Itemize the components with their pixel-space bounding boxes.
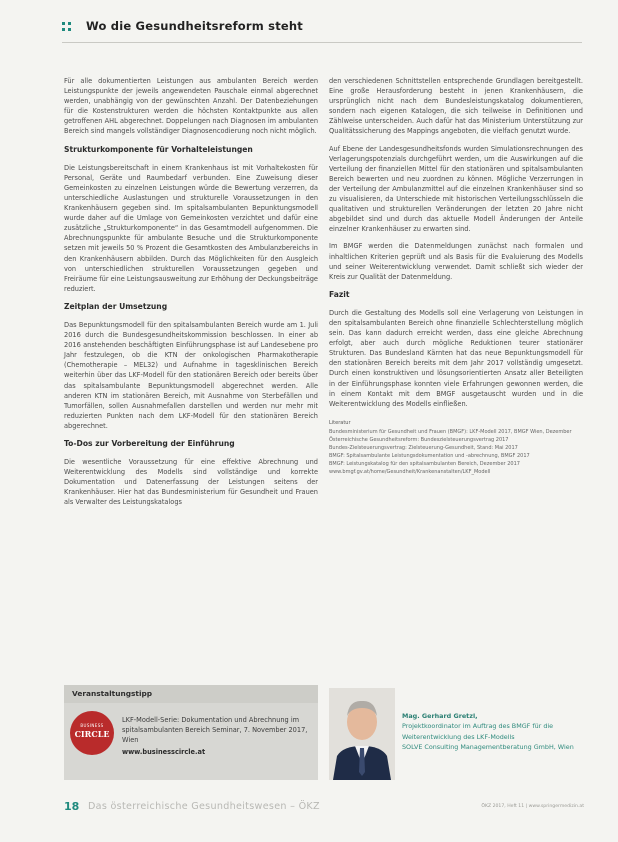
logo-top-text: BUSINESS — [80, 723, 104, 728]
event-tip-title: Veranstaltungstipp — [64, 685, 318, 703]
paragraph-fazit: Durch die Gestaltung des Modells soll eine Verlagerung von Leistungen in den spitalsambulanten Bereich ohne finanzielle Schlechterstellung möglich sein. Das kann dadurch erreicht werden, dass eine gleiche Abrechnung erfolgt, aber auch durch mögliche Reduktionen teurer stationärer Strukturen. Das Bundesland Kärnten hat das neue Bepunktungsmodell für den stationären Bereich bereits mit dem Jahr 2017 vollständig umgesetzt. Durch einen konstruktiven und lösungsorientierten Ansatz aller Beteiligten in der Einführungsphase konnten viele Erfahrungen gewonnen werden, die in einem Kontakt mit dem BMGF ausgetauscht wurden und in die Weiterentwicklung des Modells einfließen. — [329, 308, 583, 408]
author-photo — [329, 688, 395, 780]
event-tip-text — [122, 715, 308, 757]
intro-paragraph: Für alle dokumentierten Leistungen aus ambulanten Bereich werden Leistungspunkte der jeweils angewendeten Pauschale einmal abgerechnet werden, unabhängig von der gewünschten Anzahl. Der Datenbeziehungen für die Kostenstrukturen werden die höchsten Kontaktpunkte aus allen getroffenen AHL abgerechnet. Doppelungen nach Diagnosen im ambulanten Bereich sind mangels vollständiger Diagnosencodierung noch nicht möglich. — [64, 77, 318, 136]
footnote-item: Österreichische Gesundheitsreform: Bundeszielsteuerungsvertrag 2017 — [329, 436, 509, 443]
footnotes — [329, 419, 583, 476]
author-bio — [402, 711, 592, 753]
page-header — [62, 10, 582, 46]
paragraph-simulation: Auf Ebene der Landesgesundheitsfonds wurden Simulationsrechnungen des Verlagerungspotenzials durchgeführt werden, um die Auswirkungen auf die Verteilung der finanziellen Mittel für den stationären und spitalsambulanten Bereich bewerten und neu zuordnen zu können. Mögliche Verzerrungen in der Verteilung der Ambulanzmittel auf die einzelnen Krankenhäuser sind so zu visualisieren, da Unterschiede mit historischen Verteilungsschlüsseln die qualitativen und strukturellen Veränderungen der letzten 20 Jahre nicht abgebildet sind und durch das aktuelle Modell Änderungen der Anteile einzelner Krankenhäuser zu erwarten sind. — [329, 144, 583, 234]
portrait-image — [329, 688, 395, 780]
left-column — [64, 76, 318, 515]
footnote-link[interactable]: www.bmgf.gv.at/home/Gesundheit/Krankenanstalten/LKF_Modell — [329, 468, 491, 475]
event-tip-box — [64, 685, 318, 780]
footnote-item: Bundesministerium für Gesundheit und Frauen (BMGF): LKF-Modell 2017, BMGF Wien, Dezember — [329, 428, 572, 435]
heading-fazit: Fazit — [329, 289, 350, 299]
author-role: Projektkoordinator im Auftrag des BMGF für die Weiterentwicklung des LKF-Modells — [402, 722, 554, 741]
header-divider — [62, 42, 582, 43]
event-description: LKF-Modell-Serie: Dokumentation und Abrechnung im spitalsambulanten Bereich Seminar, 7. November 2017, Wien — [122, 716, 308, 744]
paragraph-strukturkomponente: Die Leistungsbereitschaft in einem Krankenhaus ist mit Vorhaltekosten für Personal, Geräte und Raumbedarf verbunden. Eine Zuweisung dieser Gemeinkosten zu einzelnen Leistungen würde die Bewertung verzerren, da unterschiedliche Auslastungen und strukturelle Voraussetzungen in den Krankenhäusern gegeben sind. Im spitalsambulanten Bepunktungsmodell wurde daher auf die Umlage von Gemeinkosten verzichtet und dafür eine zusätzliche „Strukturkomponente“ in das Gesamtmodell aufgenommen. Die Abrechnungspunkte für ambulante Besuche und die Strukturkomponente setzen mit jeweils 50 % Prozent die Gesamtkosten des Ambulanzbereichs in den Krankenhäusern abbilden. Durch das Möglichkeiten für den Ausgleich von unterschiedlichen strukturellen Voraussetzungen gegeben und Freiräume für eine Leistungsausweitung zur Erhöhung der Deckungsbeiträge reduziert. — [64, 163, 318, 293]
publication-meta: ÖKZ 2017, Heft 11 | www.springermedizin.at — [481, 804, 584, 809]
footnote-item: Bundes-Zielsteuerungsvertrag: Zielsteuerung-Gesundheit, Stand: Mai 2017 — [329, 444, 518, 451]
logo-main-text: CIRCLE — [74, 729, 110, 739]
right-column — [329, 76, 583, 476]
publication-title: Das österreichische Gesundheitswesen – ÖKZ — [88, 801, 320, 812]
footnotes-title: Literatur — [329, 419, 351, 426]
author-name: Mag. Gerhard Gretzl, — [402, 712, 478, 720]
intro-paragraph-right: den verschiedenen Schnittstellen entsprechende Grundlagen bereitgestellt. Eine große Herausforderung besteht in jenen Krankenhäusern, die ursprünglich nicht nach dem Bundesleistungskatalog dokumentieren, sondern nach eigenen Katalogen, die sich teilweise in Definitionen und Zählweise unterscheiden. Auch dafür hat das Ministerium Unterstützung zur Qualitätssicherung des Mappings angeboten, die vielfach genutzt wurde. — [329, 77, 583, 136]
author-company: SOLVE Consulting Managementberatung GmbH, Wien — [402, 743, 574, 752]
paragraph-zeitplan: Das Bepunktungsmodell für den spitalsambulanten Bereich wurde am 1. Juli 2016 durch die Bundesgesundheitskommission beschlossen. In einer ab 2016 anstehenden beschäftigten Einführungsphase ist auf Landesebene pro Jahr festzulegen, ob die KTN der onkologischen Pharmakotherapie (Chemotherapie – MEL32) und Aufnahme in tagesklinischen Bereich weiterhin über das LKF-Modell für den stationären Bereich oder bereits über das spitalsambulante Bepunktungsmodell abgerechnet werden. Alle anderen KTN im stationären Bereich, mit Ausnahme von Sterbefällen und Tumorfällen, sollen Ausnahmefallen darstellen und werden nur mehr mit reduzierten Punkten nach dem LKF-Modell für den stationären Bereich abgerechnet. — [64, 320, 318, 430]
business-circle-logo — [70, 711, 114, 755]
dots-icon — [62, 22, 72, 32]
heading-strukturkomponente: Strukturkomponente für Vorhalteleistungen — [64, 144, 253, 154]
footnote-item: BMGF: Leistungskatalog für den spitalsambulanten Bereich, Dezember 2017 — [329, 460, 520, 467]
page-footer — [64, 800, 584, 820]
paragraph-bmgf: Im BMGF werden die Datenmeldungen zunächst nach formalen und inhaltlichen Kriterien geprüft und als Basis für die Evaluierung des Modells und seiner Weiterentwicklung verwendet. Damit schließt sich wieder der Kreis zur Qualität der Datenmeldung. — [329, 242, 583, 281]
page-number: 18 — [64, 800, 80, 813]
heading-zeitplan: Zeitplan der Umsetzung — [64, 301, 168, 311]
footnote-item: BMGF: Spitalsambulante Leistungsdokumentation und -abrechnung, BMGF 2017 — [329, 452, 530, 459]
section-title: Wo die Gesundheitsreform steht — [86, 19, 303, 33]
event-link[interactable]: www.businesscircle.at — [122, 748, 206, 756]
paragraph-todos: Die wesentliche Voraussetzung für eine effektive Abrechnung und Weiterentwicklung des Modells sind vollständige und korrekte Dokumentation und Datenerfassung der Leistungen seitens der Krankenhäuser. Hier hat das Bundesministerium für Gesundheit und Frauen als Verwalter des Leistungskatalogs — [64, 458, 318, 507]
heading-todos: To-Dos zur Vorbereitung der Einführung — [64, 439, 235, 448]
